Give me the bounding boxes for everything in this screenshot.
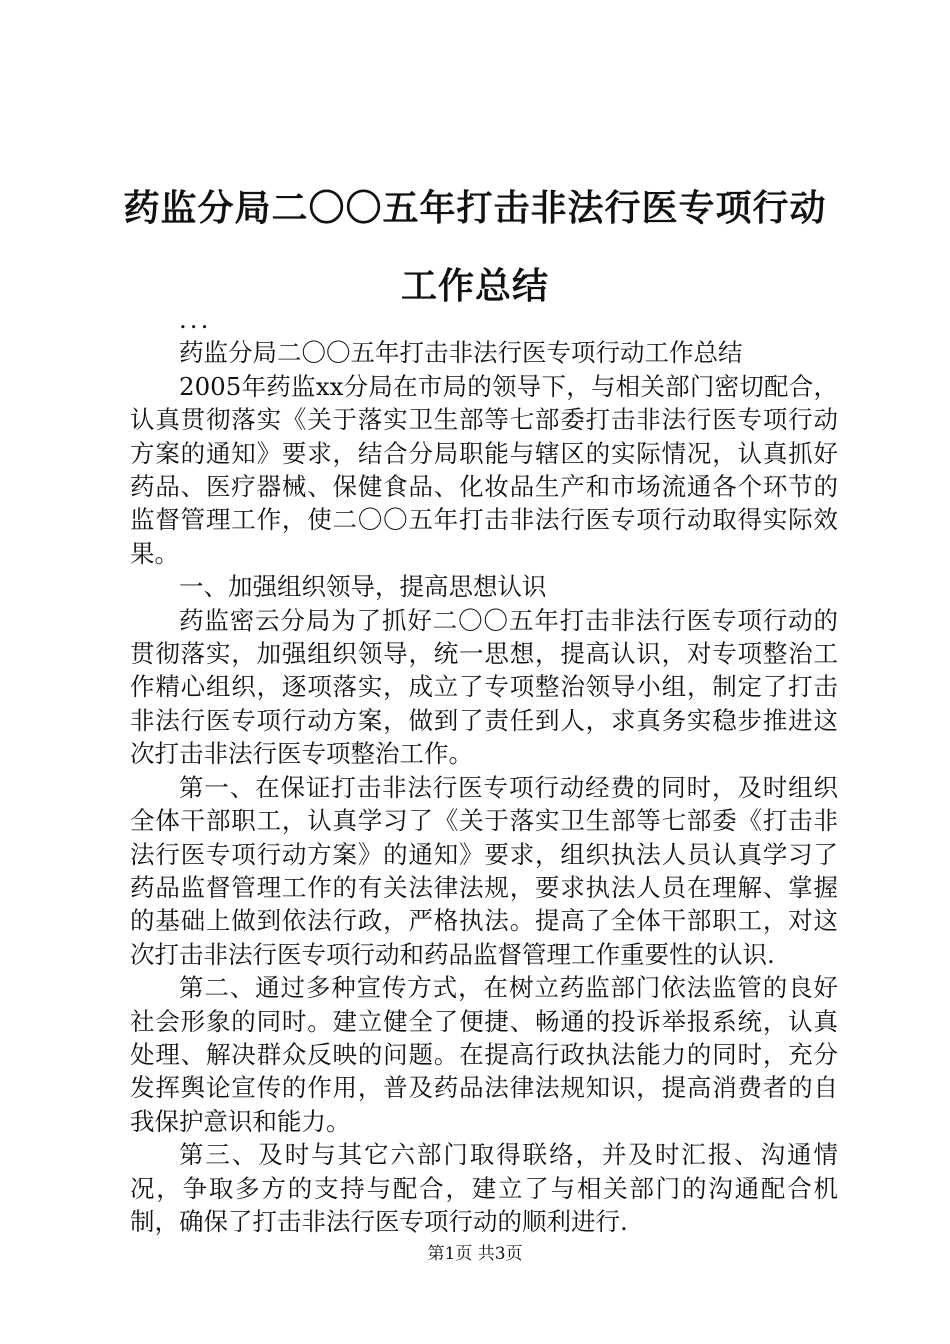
body-paragraph: 第二、通过多种宣传方式，在树立药监部门依法监管的良好社会形象的同时。建立健全了便捷、畅通的投诉举报系统，认真处理、解决群众反映的问题。在提高行政执法能力的同时，充分发挥舆论宣传的作用，普及药品法律法规知识，提高消费者的自我保护意识和能力。 [130, 973, 838, 1136]
page-number-footer: 第1页 共3页 [427, 1244, 523, 1264]
body-paragraph: 第一、在保证打击非法行医专项行动经费的同时，及时组织全体干部职工，认真学习了《关于落实卫生部等七部委《打击非法行医专项行动方案》的通知》要求，组织执法人员认真学习了药品监督管理工作的有关法律法规，要求执法人员在理解、掌握的基础上做到依法行政，严格执法。提高了全体干部职工，对这次打击非法行医专项行动和药品监督管理工作重要性的认识. [130, 772, 838, 969]
subtitle-paragraph: 药监分局二〇〇五年打击非法行医专项行动工作总结 [179, 338, 743, 368]
body-paragraph: 药监密云分局为了抓好二〇〇五年打击非法行医专项行动的贯彻落实，加强组织领导，统一思想，提高认识，对专项整治工作精心组织，逐项落实，成立了专项整治领导小组，制定了打击非法行医专项行动方案，做到了责任到人，求真务实稳步推进这次打击非法行医专项整治工作。 [130, 605, 838, 769]
body-paragraph: 第三、及时与其它六部门取得联络，并及时汇报、沟通情况，争取多方的支持与配合，建立了与相关部门的沟通配合机制，确保了打击非法行医专项行动的顺利进行. [130, 1140, 838, 1236]
intro-paragraph: 2005年药监xx分局在市局的领导下，与相关部门密切配合，认真贯彻落实《关于落实卫生部等七部委打击非法行医专项行动方案的通知》要求，结合分局职能与辖区的实际情况，认真抓好药品、医疗器械、保健食品、化妆品生产和市场流通各个环节的监督管理工作，使二〇〇五年打击非法行医专项行动取得实际效果。 [130, 371, 838, 568]
section-heading: 一、加强组织领导，提高思想认识 [179, 572, 547, 602]
document-title: 药监分局二〇〇五年打击非法行医专项行动工作总结 [123, 188, 827, 307]
document-body [130, 303, 838, 1238]
ellipsis-line: ... [179, 305, 212, 334]
